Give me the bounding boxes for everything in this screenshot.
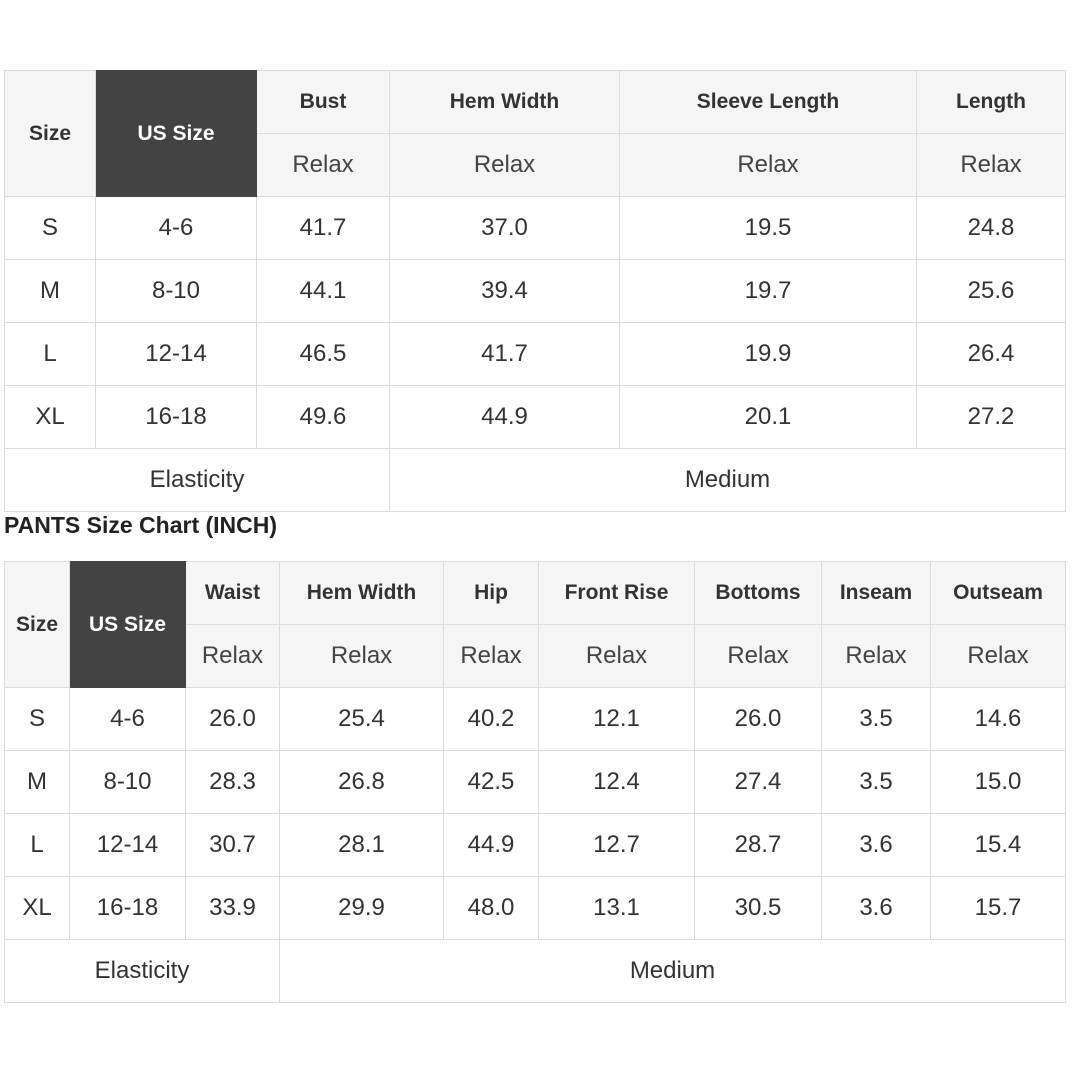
- table-row: [5, 386, 1066, 449]
- size-cell: XL: [5, 386, 96, 449]
- us-size-cell: 8-10: [96, 260, 257, 323]
- value-cell: 3.6: [822, 814, 931, 877]
- value-cell: 26.0: [186, 688, 280, 751]
- size-cell: L: [5, 323, 96, 386]
- unit-cell: Relax: [539, 625, 695, 688]
- value-cell: 3.5: [822, 688, 931, 751]
- value-cell: 41.7: [257, 197, 390, 260]
- us-size-cell: 16-18: [96, 386, 257, 449]
- value-cell: 28.1: [280, 814, 444, 877]
- value-cell: 40.2: [444, 688, 539, 751]
- table-row: [5, 260, 1066, 323]
- size-cell: S: [5, 688, 70, 751]
- us-size-header: US Size: [70, 562, 186, 688]
- value-cell: 12.1: [539, 688, 695, 751]
- value-cell: 30.7: [186, 814, 280, 877]
- elasticity-label: Elasticity: [5, 940, 280, 1003]
- unit-cell: Relax: [390, 134, 620, 197]
- value-cell: 30.5: [695, 877, 822, 940]
- unit-cell: Relax: [931, 625, 1066, 688]
- table-row: [5, 197, 1066, 260]
- value-cell: 14.6: [931, 688, 1066, 751]
- column-header-hem-width: Hem Width: [280, 562, 444, 625]
- unit-cell: Relax: [822, 625, 931, 688]
- size-header: Size: [5, 562, 70, 688]
- us-size-cell: 12-14: [96, 323, 257, 386]
- value-cell: 37.0: [390, 197, 620, 260]
- us-size-cell: 4-6: [96, 197, 257, 260]
- elasticity-row: [5, 940, 1066, 1003]
- value-cell: 15.4: [931, 814, 1066, 877]
- value-cell: 12.7: [539, 814, 695, 877]
- elasticity-label: Elasticity: [5, 449, 390, 512]
- column-header-hip: Hip: [444, 562, 539, 625]
- value-cell: 44.1: [257, 260, 390, 323]
- header-row: [5, 71, 1066, 134]
- unit-cell: Relax: [917, 134, 1066, 197]
- unit-cell: Relax: [186, 625, 280, 688]
- value-cell: 25.4: [280, 688, 444, 751]
- size-cell: M: [5, 260, 96, 323]
- us-size-cell: 8-10: [70, 751, 186, 814]
- value-cell: 42.5: [444, 751, 539, 814]
- pants-chart-title: PANTS Size Chart (INCH): [4, 512, 278, 538]
- value-cell: 24.8: [917, 197, 1066, 260]
- value-cell: 48.0: [444, 877, 539, 940]
- elasticity-row: [5, 449, 1066, 512]
- value-cell: 19.9: [620, 323, 917, 386]
- value-cell: 26.0: [695, 688, 822, 751]
- pants-size-table: [4, 561, 1066, 1003]
- unit-cell: Relax: [444, 625, 539, 688]
- value-cell: 25.6: [917, 260, 1066, 323]
- value-cell: 28.3: [186, 751, 280, 814]
- value-cell: 29.9: [280, 877, 444, 940]
- size-cell: XL: [5, 877, 70, 940]
- value-cell: 27.2: [917, 386, 1066, 449]
- value-cell: 15.0: [931, 751, 1066, 814]
- value-cell: 13.1: [539, 877, 695, 940]
- column-header-sleeve-length: Sleeve Length: [620, 71, 917, 134]
- value-cell: 12.4: [539, 751, 695, 814]
- column-header-bust: Bust: [257, 71, 390, 134]
- value-cell: 46.5: [257, 323, 390, 386]
- value-cell: 26.8: [280, 751, 444, 814]
- table-row: [5, 814, 1066, 877]
- value-cell: 44.9: [444, 814, 539, 877]
- column-header-length: Length: [917, 71, 1066, 134]
- value-cell: 28.7: [695, 814, 822, 877]
- elasticity-value: Medium: [390, 449, 1066, 512]
- value-cell: 3.6: [822, 877, 931, 940]
- column-header-outseam: Outseam: [931, 562, 1066, 625]
- value-cell: 49.6: [257, 386, 390, 449]
- column-header-hem-width: Hem Width: [390, 71, 620, 134]
- size-header: Size: [5, 71, 96, 197]
- value-cell: 44.9: [390, 386, 620, 449]
- table-row: [5, 323, 1066, 386]
- value-cell: 41.7: [390, 323, 620, 386]
- table-row: [5, 877, 1066, 940]
- unit-cell: Relax: [257, 134, 390, 197]
- tops-size-table: [4, 70, 1066, 512]
- us-size-cell: 16-18: [70, 877, 186, 940]
- elasticity-value: Medium: [280, 940, 1066, 1003]
- us-size-header: US Size: [96, 71, 257, 197]
- table-row: [5, 751, 1066, 814]
- value-cell: 26.4: [917, 323, 1066, 386]
- value-cell: 3.5: [822, 751, 931, 814]
- column-header-bottoms: Bottoms: [695, 562, 822, 625]
- value-cell: 15.7: [931, 877, 1066, 940]
- value-cell: 20.1: [620, 386, 917, 449]
- us-size-cell: 12-14: [70, 814, 186, 877]
- size-cell: M: [5, 751, 70, 814]
- value-cell: 19.5: [620, 197, 917, 260]
- value-cell: 39.4: [390, 260, 620, 323]
- size-cell: L: [5, 814, 70, 877]
- value-cell: 27.4: [695, 751, 822, 814]
- column-header-front-rise: Front Rise: [539, 562, 695, 625]
- value-cell: 33.9: [186, 877, 280, 940]
- us-size-cell: 4-6: [70, 688, 186, 751]
- unit-cell: Relax: [695, 625, 822, 688]
- table-row: [5, 688, 1066, 751]
- column-header-inseam: Inseam: [822, 562, 931, 625]
- column-header-waist: Waist: [186, 562, 280, 625]
- unit-cell: Relax: [620, 134, 917, 197]
- value-cell: 19.7: [620, 260, 917, 323]
- unit-cell: Relax: [280, 625, 444, 688]
- header-row: [5, 562, 1066, 625]
- size-cell: S: [5, 197, 96, 260]
